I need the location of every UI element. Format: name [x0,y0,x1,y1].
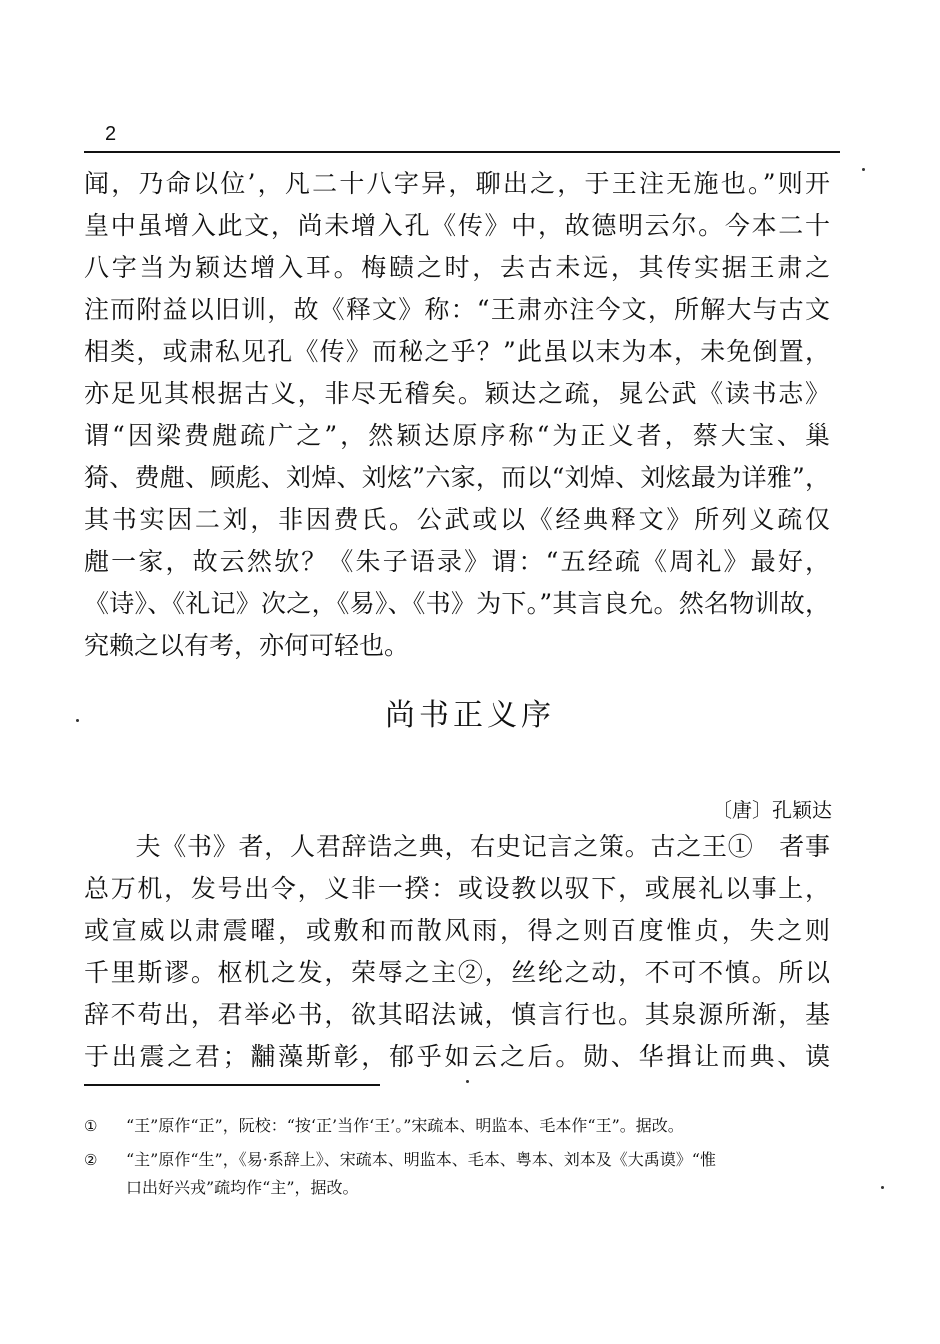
text-line: 猗、费甝、顾彪、刘焯、刘炫”六家，而以“刘焯、刘炫最为详雅”， [84,463,830,492]
text-line: 亦足见其根据古义，非尽无稽矣。颖达之疏，晁公武《读书志》 [84,379,830,408]
scan-speck [862,168,865,171]
header-rule [84,151,840,153]
footnote [84,1112,834,1140]
author-byline: 〔唐〕孔颖达 [712,798,832,822]
footnote-marker: ① [84,1117,98,1135]
scan-speck [76,719,79,722]
text-line: 闻，乃命以位’，凡二十八字异，聊出之，于王注无施也。”则开 [84,169,830,198]
text-line: 注而附益以旧训，故《释文》称：“王肃亦注今文，所解大与古文 [84,295,830,324]
text-line: 谓“因梁费甝疏广之”，然颖达原序称“为正义者，蔡大宝、巢 [84,421,830,450]
text-line: 或宣威以肃震曜，或敷和而散风雨，得之则百度惟贞，失之则 [84,916,830,945]
footnote [84,1146,834,1202]
footnote-rule [84,1084,380,1086]
footnote-text: “主”原作“生”，《易·系辞上》、宋疏本、明监本、毛本、粤本、刘本及《大禹谟》“惟 [126,1150,716,1169]
text-line: 甝一家，故云然欤？《朱子语录》谓：“五经疏《周礼》最好， [84,547,830,576]
text-line: 相类，或肃私见孔《传》而秘之乎？”此虽以末为本，未免倒置， [84,337,830,366]
footnote-text-continuation: 口出好兴戎”疏均作“主”，据改。 [126,1178,359,1197]
text-line: 千里斯谬。枢机之发，荣辱之主②，丝纶之动，不可不慎。所以 [84,958,830,987]
text-line: 究赖之以有考，亦何可轻也。 [84,631,410,660]
text-line: 总万机，发号出令，义非一揆：或设教以驭下，或展礼以事上， [84,874,830,903]
footnote-marker: ② [84,1151,98,1169]
text-line: 其书实因二刘，非因费氏。公武或以《经典释文》所列义疏仅 [84,505,830,534]
text-line: 八字当为颖达增入耳。梅赜之时，去古未远，其传实据王肃之 [84,253,830,282]
page-number: 2 [105,123,117,145]
text-line: 皇中虽增入此文，尚未增入孔《传》中，故德明云尔。今本二十 [84,211,830,240]
footnote-text: “王”原作“正”，阮校：“按‘正’当作‘王’。”宋疏本、明监本、毛本作“王”。据改。 [126,1116,684,1135]
scan-speck [466,1080,469,1083]
text-line: 辞不苟出，君举必书，欲其昭法诫，慎言行也。其泉源所渐，基 [84,1000,830,1029]
scan-speck [881,1186,884,1189]
text-line: 于出震之君；黼藻斯彰，郁乎如云之后。勋、华揖让而典、谟 [84,1042,830,1071]
body-text-upper [84,163,830,667]
text-line: 《诗》、《礼记》次之，《易》、《书》为下。”其言良允。然名物训故， [84,589,830,618]
section-title: 尚书正义序 [385,698,555,733]
body-text-lower [84,826,830,1078]
text-line: 夫《书》者，人君辞诰之典，右史记言之策。古之王① 者事 [84,832,830,861]
